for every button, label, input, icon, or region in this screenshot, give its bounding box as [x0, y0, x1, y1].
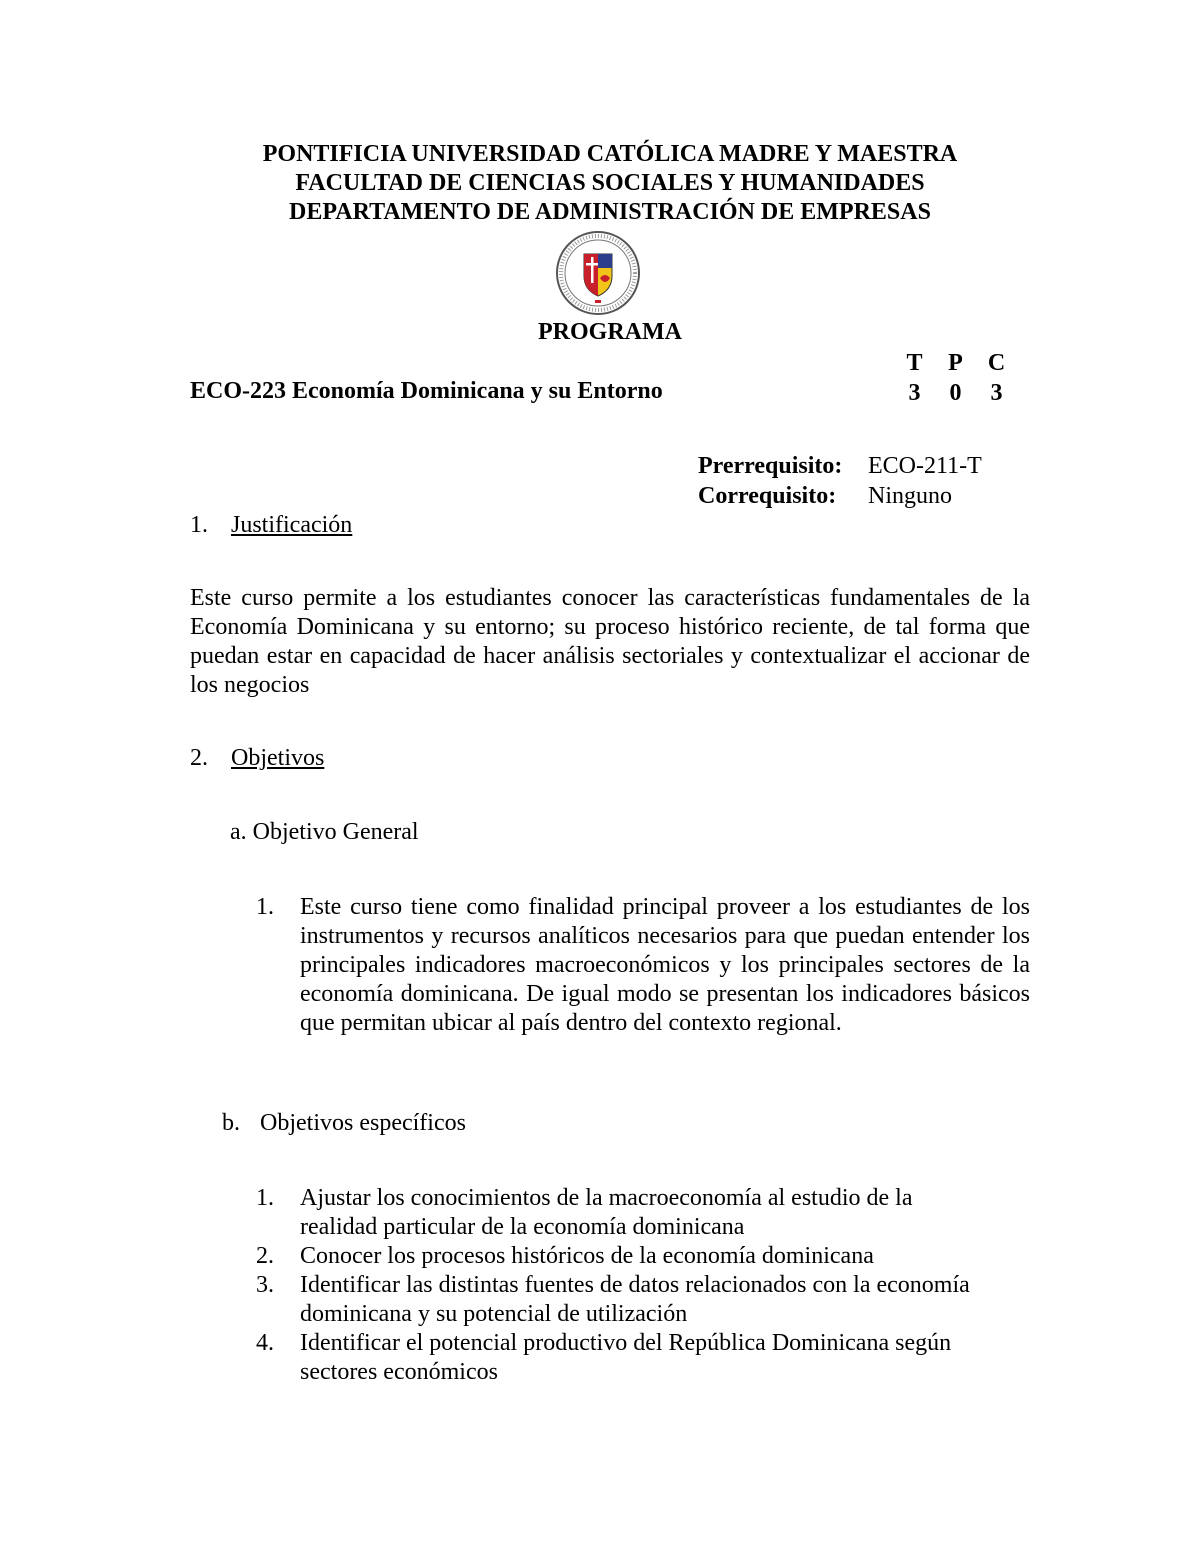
subsection-title: Objetivos específicos	[260, 1110, 466, 1136]
list-item-number: 4.	[256, 1330, 274, 1356]
list-item	[256, 893, 1030, 1038]
list-item	[256, 1271, 1040, 1329]
list-item	[256, 1184, 1040, 1242]
list-item	[256, 1242, 1040, 1271]
section-title: Objetivos	[231, 745, 325, 771]
tpc-header-c: C	[987, 350, 1006, 376]
tpc-header-p: P	[948, 350, 963, 376]
tpc-header-t: T	[906, 350, 923, 376]
section-justificacion-heading	[190, 512, 352, 539]
faculty-name: FACULTAD DE CIENCIAS SOCIALES Y HUMANIDADES	[295, 170, 925, 196]
coreq-value: Ninguno	[868, 483, 952, 509]
list-item	[256, 1329, 1040, 1387]
tpc-value-p: 0	[949, 380, 962, 406]
objetivos-especificos-list	[256, 1184, 1040, 1387]
objetivos-especificos-heading	[222, 1110, 466, 1137]
list-item-number: 2.	[256, 1243, 274, 1269]
university-name: PONTIFICIA UNIVERSIDAD CATÓLICA MADRE Y MAESTRA	[262, 141, 958, 167]
tpc-value-t: 3	[908, 380, 921, 406]
section-number: 2.	[190, 745, 208, 771]
section-number: 1.	[190, 512, 208, 538]
prereq-value: ECO-211-T	[868, 453, 982, 479]
justificacion-paragraph: Este curso permite a los estudiantes conocer las características fundamentales de la Economía Dominicana y su entorno; su proceso histórico reciente, de tal forma que puedan estar en capacidad de hacer análisis sectoriales y contextualizar el accionar de los negocios	[190, 585, 1030, 698]
section-title: Justificación	[231, 512, 353, 538]
objetivo-general-label: a. Objetivo General	[230, 819, 419, 845]
university-seal-icon	[555, 230, 641, 316]
list-item-text: Ajustar los conocimientos de la macroeconomía al estudio de la realidad particular de la economía dominicana	[300, 1185, 913, 1240]
coreq-label: Correquisito:	[698, 483, 837, 509]
list-item-text: Identificar el potencial productivo del República Dominicana según sectores económicos	[300, 1330, 952, 1385]
subsection-letter: b.	[222, 1110, 240, 1136]
program-title: PROGRAMA	[538, 319, 682, 345]
list-item-text: Conocer los procesos históricos de la economía dominicana	[300, 1243, 874, 1269]
department-name: DEPARTAMENTO DE ADMINISTRACIÓN DE EMPRESAS	[289, 199, 931, 225]
institution-header	[0, 140, 1200, 227]
list-item-text: Este curso tiene como finalidad principal proveer a los estudiantes de los instrumentos y recursos analíticos necesarios para que puedan entender los principales indicadores macroeconómicos y los principales sectores de la economía dominicana. De igual modo se presentan los indicadores básicos que permitan ubicar al país dentro del contexto regional.	[300, 894, 1030, 1036]
credits-table	[898, 348, 1013, 408]
prereq-label: Prerrequisito:	[698, 453, 843, 479]
course-title: ECO-223 Economía Dominicana y su Entorno	[190, 378, 663, 404]
list-item-number: 3.	[256, 1272, 274, 1298]
objetivo-general-list	[256, 893, 1030, 1038]
requirements	[698, 451, 982, 511]
list-item-number: 1.	[256, 1185, 274, 1211]
tpc-value-c: 3	[990, 380, 1003, 406]
section-objetivos-heading	[190, 745, 324, 772]
list-item-text: Identificar las distintas fuentes de datos relacionados con la economía dominicana y su potencial de utilización	[300, 1272, 970, 1327]
list-item-number: 1.	[256, 894, 274, 920]
